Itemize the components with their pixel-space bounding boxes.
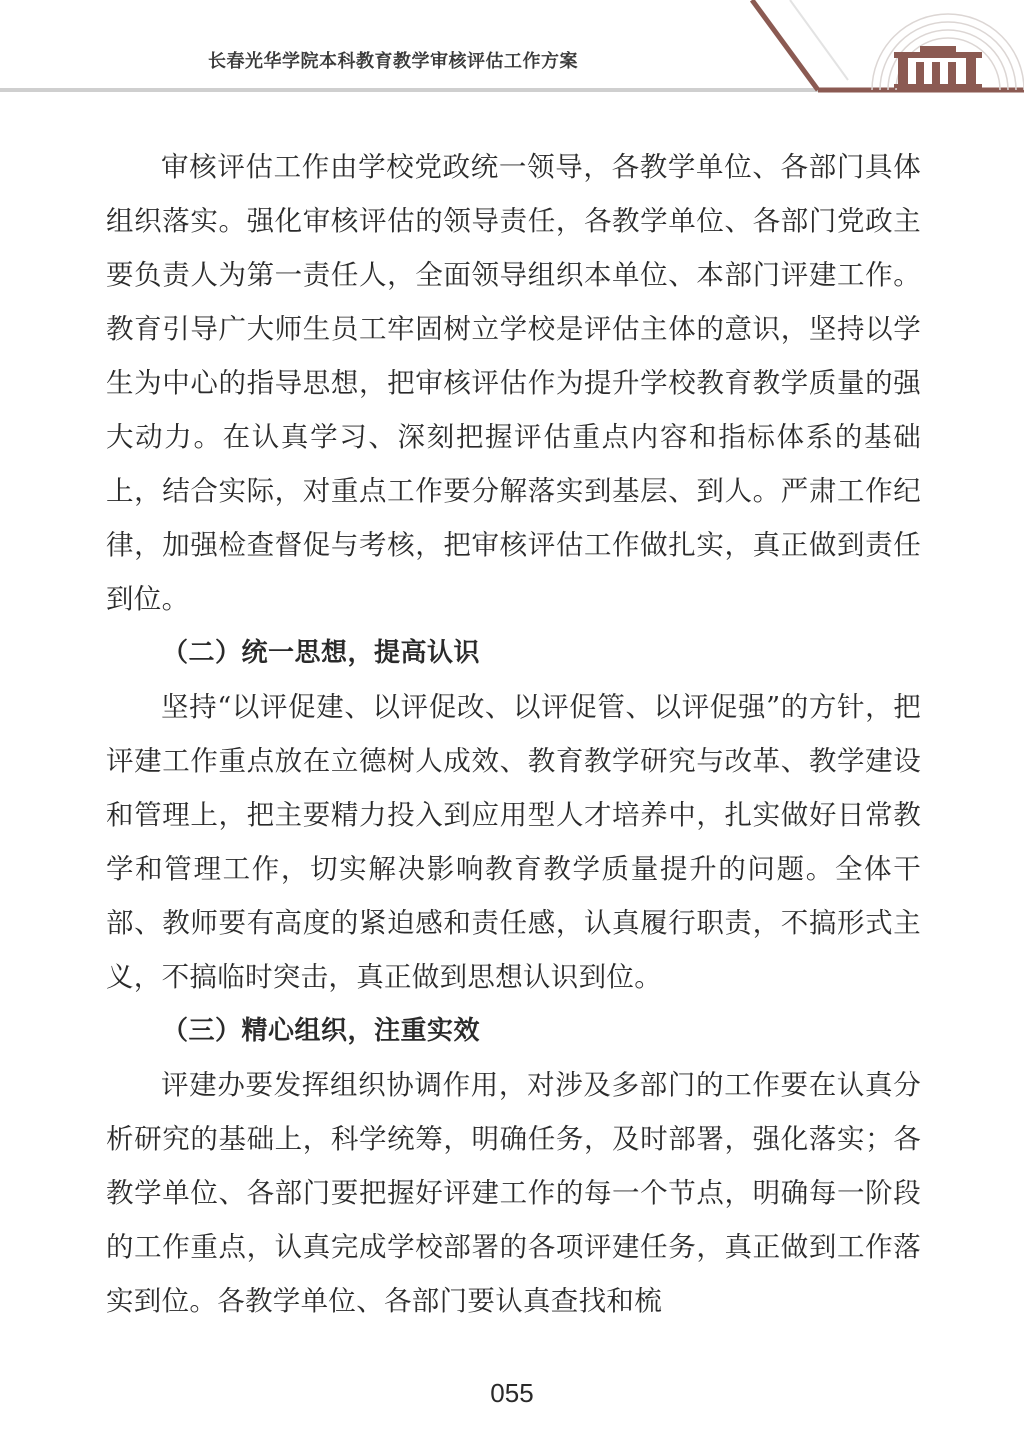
header-title: 长春光华学院本科教育教学审核评估工作方案 xyxy=(208,51,578,72)
building-icon xyxy=(894,46,982,88)
section-heading-2: （二）统一思想，提高认识 xyxy=(162,638,481,668)
document-body xyxy=(106,140,921,1328)
paragraph-3: 评建办要发挥组织协调作用，对涉及多部门的工作要在认真分析研究的基础上，科学统筹，明确任务，及时部署，强化落实；各教学单位、各部门要把握好评建工作的每一个节点，明确每一阶段的工作重点，认真完成学校部署的各项评建任务，真正做到工作落实到位。各教学单位、各部门要认真查找和梳 xyxy=(106,1069,921,1317)
paragraph-1: 审核评估工作由学校党政统一领导，各教学单位、各部门具体组织落实。强化审核评估的领导责任，各教学单位、各部门党政主要负责人为第一责任人，全面领导组织本单位、本部门评建工作。教育引导广大师生员工牢固树立学校是评估主体的意识，坚持以学生为中心的指导思想，把审核评估作为提升学校教育教学质量的强大动力。在认真学习、深刻把握评估重点内容和指标体系的基础上，结合实际，对重点工作要分解落实到基层、到人。严肃工作纪律，加强检查督促与考核，把审核评估工作做扎实，真正做到责任到位。 xyxy=(106,151,921,615)
section-heading-3: （三）精心组织，注重实效 xyxy=(162,1016,481,1046)
page-number: 055 xyxy=(490,1378,534,1408)
paragraph-2: 坚持“以评促建、以评促改、以评促管、以评促强”的方针，把评建工作重点放在立德树人成效、教育教学研究与改革、教学建设和管理上，把主要精力投入到应用型人才培养中，扎实做好日常教学和管理工作，切实解决影响教育教学质量提升的问题。全体干部、教师要有高度的紧迫感和责任感，认真履行职责，不搞形式主义，不搞临时突击，真正做到思想认识到位。 xyxy=(106,691,921,993)
page-header xyxy=(0,0,1024,100)
